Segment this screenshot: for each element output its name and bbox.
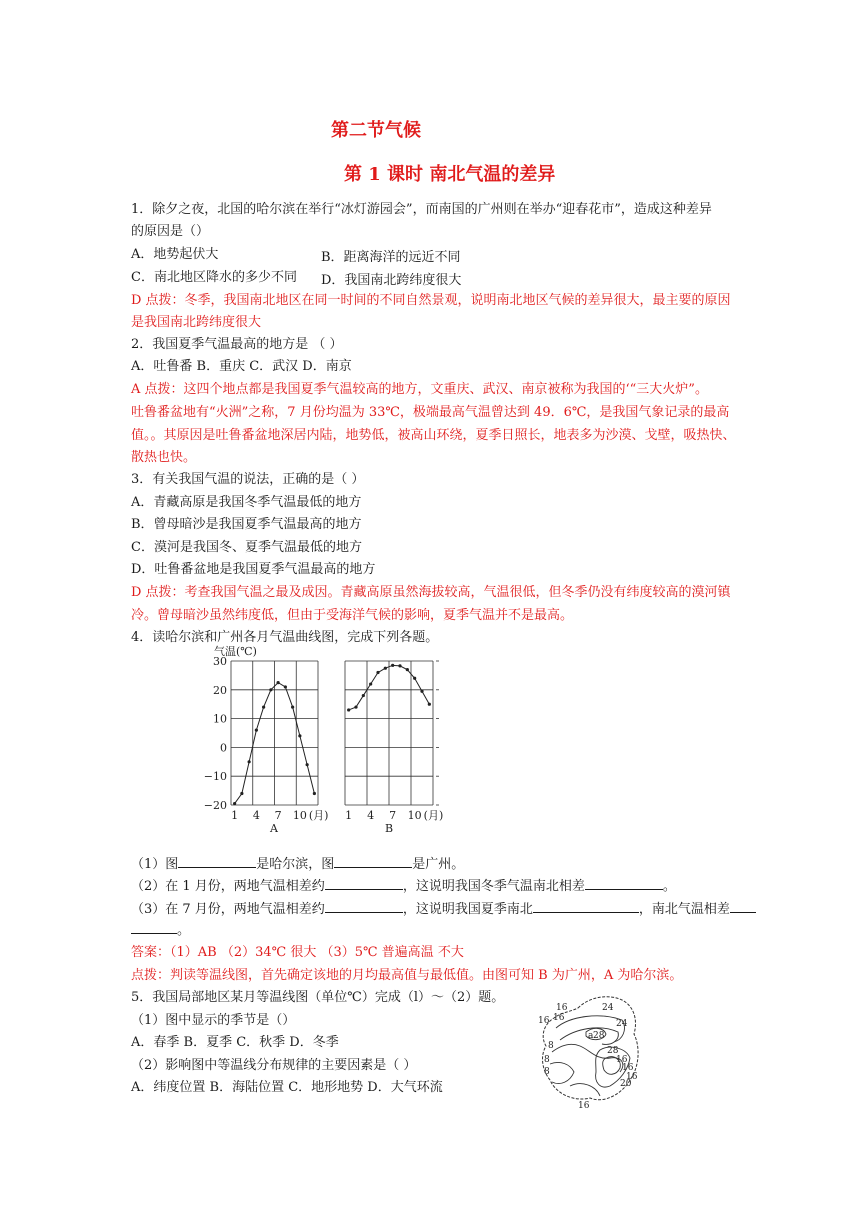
y-axis-label: 气温(℃) — [214, 645, 257, 658]
answer-blank[interactable] — [178, 855, 256, 868]
map-label: 24 — [616, 1019, 628, 1029]
map-label: 16 — [556, 1003, 568, 1013]
q1-option-d: D．我国南北跨纬度很大 — [321, 273, 462, 288]
data-point — [284, 685, 287, 688]
q4-stem: 4．读哈尔滨和广州各月气温曲线图，完成下列各题。 — [131, 630, 439, 645]
q2-options: A．吐鲁番 B．重庆 C．武汉 D．南京 — [131, 359, 352, 374]
answer-blank[interactable] — [730, 900, 756, 913]
y-tick-label: −20 — [203, 799, 227, 812]
q2-stem: 2．我国夏季气温最高的地方是 （ ） — [131, 337, 343, 352]
q4-sub1: （1）图 是哈尔滨，图 是广州。 — [131, 857, 465, 872]
q5-part2-options: A．纬度位置 B．海陆位置 C．地形地势 D．大气环流 — [131, 1080, 443, 1095]
data-point — [406, 668, 409, 671]
q1-option-b: B．距离海洋的远近不同 — [321, 250, 461, 265]
q1-note-line2: 是我国南北跨纬度很大 — [131, 315, 262, 330]
q2-note-line4: 散热也快。 — [131, 450, 197, 465]
map-label: 8 — [544, 1055, 550, 1065]
data-point — [291, 705, 294, 708]
data-point — [233, 802, 236, 805]
map-label: 16 — [578, 1101, 590, 1110]
data-point — [306, 763, 309, 766]
data-point — [255, 729, 258, 732]
data-point — [398, 664, 401, 667]
q4-sub3-cont: 。 — [131, 921, 190, 939]
map-label: 16 — [622, 1063, 634, 1073]
data-point — [420, 690, 423, 693]
q5-part1: （1）图中显示的季节是（） — [131, 1013, 296, 1028]
map-label: 28 — [607, 1046, 619, 1056]
map-label: 20 — [620, 1079, 632, 1089]
answer-blank[interactable] — [325, 900, 403, 913]
data-point — [313, 792, 316, 795]
y-tick-label: 20 — [213, 683, 227, 697]
x-tick-label: 7 — [389, 809, 397, 822]
y-tick-label: −10 — [203, 770, 227, 784]
x-axis-unit-label: (月) — [308, 809, 329, 822]
data-point — [347, 708, 350, 711]
answer-blank[interactable] — [131, 921, 177, 934]
data-point — [362, 694, 365, 697]
answer-blank[interactable] — [334, 855, 412, 868]
y-tick-label: 10 — [213, 712, 227, 726]
q3-option-a: A．青藏高原是我国冬季气温最低的地方 — [131, 495, 362, 510]
q2-note-line1: A 点拨：这四个地点都是我国夏季气温较高的地方，文重庆、武汉、南京被称为我国的‘“三大火炉”。 — [131, 382, 708, 397]
data-point — [240, 792, 243, 795]
x-tick-label: 1 — [231, 809, 239, 822]
q4-sub3: （3）在 7 月份，两地气温相差约 ，这说明我国夏季南北 ，南北气温相差 — [131, 900, 756, 918]
q1-note-line1: D 点拨：冬季，我国南北地区在同一时间的不同自然景观，说明南北地区气候的差异很大，最主要的原因 — [131, 293, 731, 308]
data-point — [248, 760, 251, 763]
chart-caption: A — [270, 822, 278, 835]
data-point — [298, 734, 301, 737]
temperature-charts — [190, 641, 450, 836]
data-point — [369, 682, 372, 685]
answer-blank[interactable] — [533, 900, 639, 913]
data-point — [376, 671, 379, 674]
x-tick-label: 10 — [292, 809, 307, 822]
y-tick-label: 0 — [220, 741, 227, 755]
q5-part2: （2）影响图中等温线分布规律的主要因素是（ ） — [131, 1058, 417, 1073]
answer-blank[interactable] — [585, 877, 663, 890]
q3-stem: 3．有关我国气温的说法，正确的是（ ） — [131, 472, 365, 487]
map-label: 16 — [553, 1013, 565, 1023]
data-point — [428, 703, 431, 706]
q5-stem: 5．我国局部地区某月等温线图（单位℃）完成（l）～（2）题。 — [131, 990, 505, 1005]
data-point — [269, 688, 272, 691]
x-axis-unit-label: (月) — [423, 809, 444, 822]
q3-note-line2: 冷。曾母暗沙虽然纬度低，但由于受海洋气候的影响，夏季气温并不是最高。 — [131, 608, 574, 623]
q2-note-line3: 值。。其原因是吐鲁番盆地深居内陆，地势低，被高山环绕，夏季日照长，地表多为沙漠、戈壁，吸热快、 — [131, 428, 736, 443]
data-point — [413, 677, 416, 680]
q1-option-c: C．南北地区降水的多少不同 — [131, 270, 297, 285]
map-label: 8 — [544, 1067, 550, 1077]
x-tick-label: 4 — [252, 809, 260, 822]
q1-option-a: A．地势起伏大 — [131, 247, 219, 262]
page-title: 第二节气候 — [331, 120, 421, 141]
q4-sub2: （2）在 1 月份，两地气温相差约 ，这说明我国冬季气温南北相差 。 — [131, 879, 676, 894]
x-tick-label: 7 — [274, 809, 282, 822]
q4-note: 点拨：判读等温线图，首先确定该地的月均最高值与最低值。由图可知 B 为广州，A 为哈尔滨。 — [131, 968, 683, 983]
map-label: 24 — [602, 1003, 614, 1013]
x-tick-label: 4 — [367, 809, 375, 822]
q2-note-line2: 吐鲁番盆地有“火洲”之称，7 月份均温为 33℃，极端最高气温曾达到 49．6℃，是我国气象记录的最高 — [131, 405, 730, 420]
answer-blank[interactable] — [325, 877, 403, 890]
y-tick-label: 30 — [213, 655, 227, 668]
lesson-subtitle: 第 1 课时 南北气温的差异 — [344, 164, 556, 185]
data-point — [354, 705, 357, 708]
data-point — [384, 667, 387, 670]
q3-option-b: B．曾母暗沙是我国夏季气温最高的地方 — [131, 517, 362, 532]
x-tick-label: 1 — [345, 809, 353, 822]
q1-stem-line2: 的原因是（） — [131, 224, 210, 239]
q3-option-c: C．漠河是我国冬、夏季气温最低的地方 — [131, 540, 362, 555]
data-point — [277, 681, 280, 684]
isotherm-line — [570, 1084, 600, 1096]
map-label: 16 — [538, 1016, 550, 1026]
q3-note-line1: D 点拨：考查我国气温之最及成因。青藏高原虽然海拔较高，气温很低，但冬季仍没有纬度较高的漠河镇 — [131, 585, 731, 600]
x-tick-label: 10 — [407, 809, 422, 822]
map-label: 16 — [616, 1055, 628, 1065]
q4-answer: 答案：（1）AB （2）34℃ 很大 （3）5℃ 普遍高温 不大 — [131, 945, 464, 960]
map-label: 28 — [593, 1031, 605, 1041]
data-point — [391, 664, 394, 667]
q3-option-d: D．吐鲁番盆地是我国夏季气温最高的地方 — [131, 562, 376, 577]
map-label: 8 — [548, 1041, 554, 1051]
map-label: a — [588, 1031, 594, 1041]
isotherm-line — [550, 1062, 574, 1083]
isotherm-map — [530, 990, 660, 1110]
map-label: 16 — [626, 1072, 638, 1082]
data-point — [262, 705, 265, 708]
q1-stem-line1: 1．除夕之夜，北国的哈尔滨在举行“冰灯游园会”，而南国的广州则在举办“迎春花市”，造成这种差异 — [131, 202, 712, 217]
q5-part1-options: A．春季 B．夏季 C．秋季 D．冬季 — [131, 1035, 339, 1050]
chart-caption: B — [384, 822, 394, 835]
